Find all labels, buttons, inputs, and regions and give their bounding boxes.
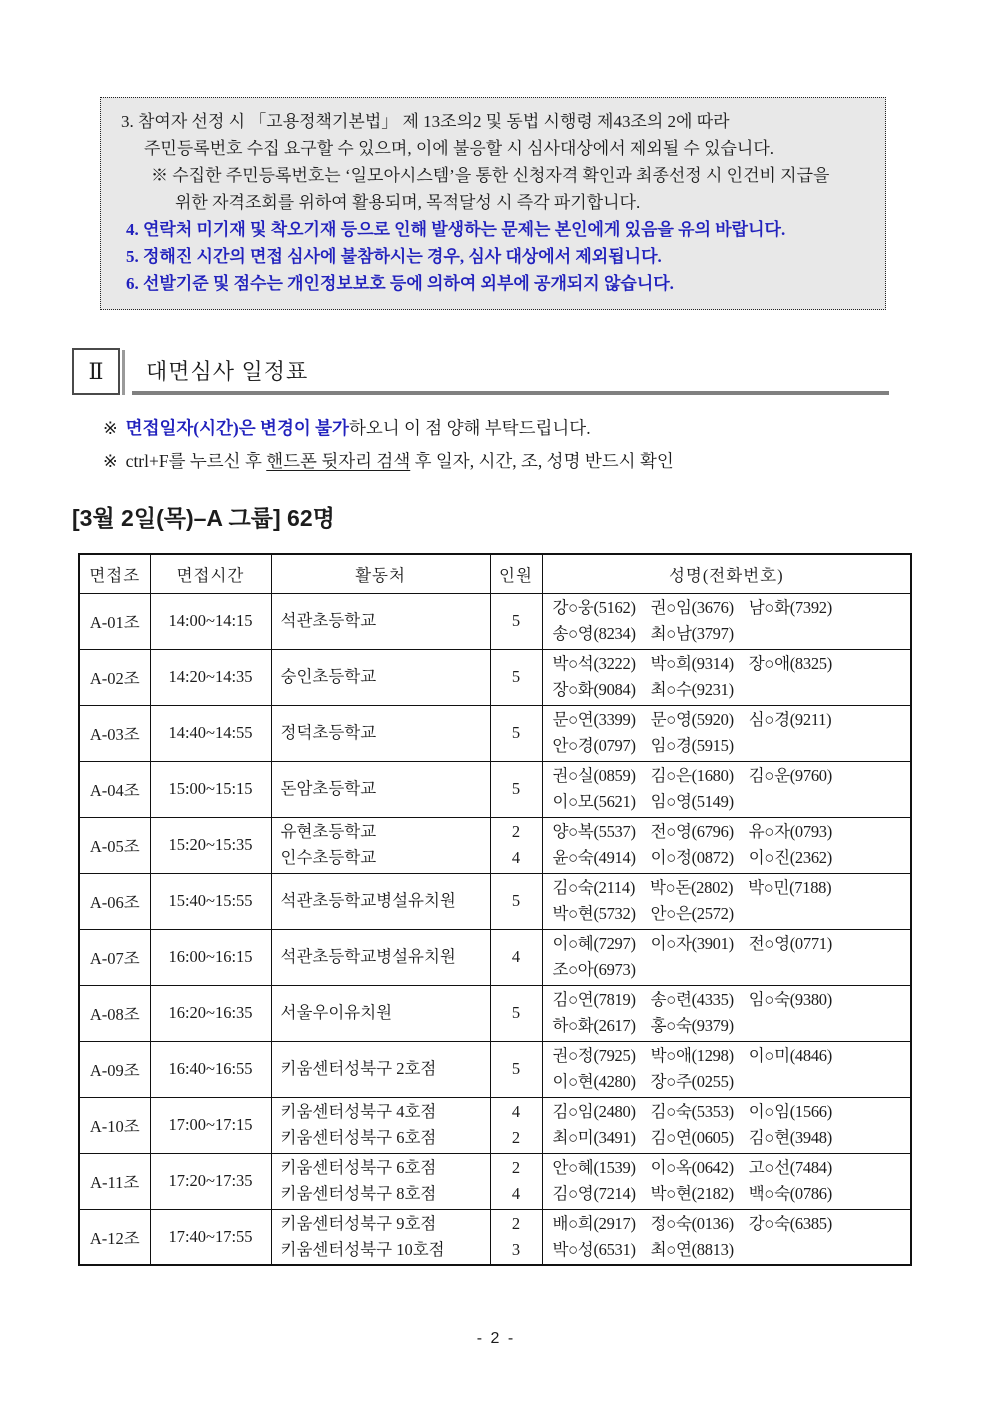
cell-interview-time: 17:40~17:55 xyxy=(150,1209,271,1265)
cell-activity-place xyxy=(271,817,490,873)
name-phone-entry: 전○영(0771) xyxy=(748,934,832,953)
name-phone-entry: 김○은(1680) xyxy=(650,766,734,785)
name-phone-entry: 박○현(5732) xyxy=(552,904,636,923)
count-line: 2 xyxy=(511,822,521,841)
notice-item-3-sub2: 위한 자격조회를 위하여 활용되며, 목적달성 시 즉각 파기합니다. xyxy=(175,193,641,212)
count-line: 4 xyxy=(511,947,521,966)
count-line: 5 xyxy=(511,723,521,742)
name-phone-entry: 남○화(7392) xyxy=(748,598,832,617)
name-phone-entry: 양○복(5537) xyxy=(552,822,636,841)
names-line xyxy=(553,733,911,759)
cell-headcount xyxy=(490,649,542,705)
note2-marker: ※ xyxy=(103,451,118,471)
name-phone-entry: 안○은(2572) xyxy=(650,904,734,923)
cell-interview-time: 14:00~14:15 xyxy=(150,593,271,649)
table-row xyxy=(79,817,911,873)
count-line: 2 xyxy=(511,1158,521,1177)
name-phone-entry: 문○연(3399) xyxy=(552,710,636,729)
cell-headcount xyxy=(490,873,542,929)
note2-post: 후 일자, 시간, 조, 성명 반드시 확인 xyxy=(410,451,674,471)
name-phone-entry: 김○연(7819) xyxy=(552,990,636,1009)
count-line: 5 xyxy=(511,667,521,686)
cell-interview-group: A-05조 xyxy=(79,817,150,873)
cell-activity-place xyxy=(271,1153,490,1209)
section-numeral-box: Ⅱ xyxy=(72,348,120,395)
cell-interview-group: A-04조 xyxy=(79,761,150,817)
interview-schedule-table xyxy=(78,553,912,1266)
names-line xyxy=(553,957,911,983)
names-line xyxy=(553,789,911,815)
cell-names-phones xyxy=(542,593,911,649)
place-line: 석관초등학교병설유치원 xyxy=(280,891,456,910)
name-phone-entry: 이○모(5621) xyxy=(552,792,636,811)
name-phone-entry: 권○정(7925) xyxy=(552,1046,636,1065)
schedule-table-body xyxy=(79,593,911,1265)
name-phone-entry: 홍○숙(9379) xyxy=(650,1016,734,1035)
count-line: 5 xyxy=(511,611,521,630)
names-line xyxy=(553,819,911,845)
cell-interview-time: 15:40~15:55 xyxy=(150,873,271,929)
cell-names-phones xyxy=(542,649,911,705)
column-header-1: 면접시간 xyxy=(150,554,271,593)
cell-interview-time: 16:00~16:15 xyxy=(150,929,271,985)
name-phone-entry: 안○경(0797) xyxy=(552,736,636,755)
cell-names-phones xyxy=(542,761,911,817)
place-line: 키움센터성북구 10호점 xyxy=(280,1239,445,1259)
table-row xyxy=(79,649,911,705)
cell-activity-place xyxy=(271,761,490,817)
note1-emphasis: 면접일자(시간)은 변경이 불가 xyxy=(125,418,349,438)
page-number: - 2 - xyxy=(476,1330,516,1347)
name-phone-entry: 김○운(9760) xyxy=(748,766,832,785)
note1-marker: ※ xyxy=(103,418,118,438)
names-line xyxy=(553,1069,911,1095)
section-header xyxy=(72,348,889,395)
notice-item-3-sub1: ※ 수집한 주민등록번호는 ‘일모아시스템’을 통한 신청자격 확인과 최종선정 시 인건비 지급을 xyxy=(151,166,830,185)
section-underline-rule xyxy=(132,391,889,395)
table-header-row xyxy=(79,554,911,593)
place-line: 키움센터성북구 6호점 xyxy=(280,1158,437,1177)
cell-activity-place xyxy=(271,1209,490,1265)
name-phone-entry: 이○미(4846) xyxy=(748,1046,832,1065)
table-row xyxy=(79,1041,911,1097)
name-phone-entry: 장○주(0255) xyxy=(650,1072,734,1091)
note-ctrl-f-search xyxy=(103,445,674,478)
names-line xyxy=(553,707,911,733)
name-phone-entry: 임○숙(9380) xyxy=(748,990,832,1009)
name-phone-entry: 김○영(7214) xyxy=(552,1184,636,1203)
table-row xyxy=(79,873,911,929)
name-phone-entry: 최○미(3491) xyxy=(552,1128,636,1147)
notice-item-6: 6. 선발기준 및 점수는 개인정보보호 등에 의하여 외부에 공개되지 않습니다. xyxy=(126,274,674,293)
place-line: 인수초등학교 xyxy=(280,848,377,867)
name-phone-entry: 이○옥(0642) xyxy=(650,1158,734,1177)
place-line: 석관초등학교병설유치원 xyxy=(280,947,456,966)
count-line: 5 xyxy=(511,1003,521,1022)
name-phone-entry: 김○연(0605) xyxy=(650,1128,734,1147)
note2-underlined: 핸드폰 뒷자리 검색 xyxy=(266,451,411,471)
notice-item-3-line2: 주민등록번호 수집 요구할 수 있으며, 이에 불응할 시 심사대상에서 제외될 수 있습니다. xyxy=(144,139,775,158)
note2-pre: ctrl+F를 누르신 후 xyxy=(125,451,267,471)
name-phone-entry: 박○민(7188) xyxy=(748,878,832,897)
name-phone-entry: 김○숙(5353) xyxy=(650,1102,734,1121)
cell-interview-time: 17:20~17:35 xyxy=(150,1153,271,1209)
cell-headcount xyxy=(490,929,542,985)
cell-names-phones xyxy=(542,817,911,873)
name-phone-entry: 안○혜(1539) xyxy=(552,1158,636,1177)
cell-names-phones xyxy=(542,1209,911,1265)
name-phone-entry: 정○숙(0136) xyxy=(650,1213,734,1233)
name-phone-entry: 백○숙(0786) xyxy=(748,1184,832,1203)
cell-names-phones xyxy=(542,985,911,1041)
name-phone-entry: 하○화(2617) xyxy=(552,1016,636,1035)
cell-names-phones xyxy=(542,1153,911,1209)
name-phone-entry: 이○진(2362) xyxy=(748,848,832,867)
cell-headcount xyxy=(490,761,542,817)
cell-interview-group: A-06조 xyxy=(79,873,150,929)
count-line: 4 xyxy=(511,1184,521,1203)
name-phone-entry: 강○숙(6385) xyxy=(748,1213,832,1233)
table-row xyxy=(79,761,911,817)
table-row xyxy=(79,1153,911,1209)
note-schedule-fixed xyxy=(103,412,674,445)
place-line: 석관초등학교 xyxy=(280,611,377,630)
cell-interview-time: 16:20~16:35 xyxy=(150,985,271,1041)
name-phone-entry: 박○돈(2802) xyxy=(650,878,734,897)
cell-headcount xyxy=(490,593,542,649)
names-line xyxy=(553,875,911,901)
name-phone-entry: 권○임(3676) xyxy=(650,598,734,617)
cell-interview-time: 16:40~16:55 xyxy=(150,1041,271,1097)
name-phone-entry: 장○애(8325) xyxy=(748,654,832,673)
cell-names-phones xyxy=(542,1041,911,1097)
name-phone-entry: 유○자(0793) xyxy=(748,822,832,841)
cell-interview-time: 15:20~15:35 xyxy=(150,817,271,873)
table-row xyxy=(79,593,911,649)
names-line xyxy=(553,1211,911,1237)
column-header-4: 성명(전화번호) xyxy=(542,554,911,593)
names-line xyxy=(553,595,911,621)
place-line: 키움센터성북구 8호점 xyxy=(280,1184,437,1203)
name-phone-entry: 장○화(9084) xyxy=(552,680,636,699)
cell-activity-place xyxy=(271,929,490,985)
name-phone-entry: 김○숙(2114) xyxy=(552,878,636,897)
notes xyxy=(103,412,674,478)
count-line: 4 xyxy=(511,848,521,867)
cell-interview-group: A-02조 xyxy=(79,649,150,705)
name-phone-entry: 송○련(4335) xyxy=(650,990,734,1009)
cell-interview-time: 14:20~14:35 xyxy=(150,649,271,705)
table-row xyxy=(79,1097,911,1153)
place-line: 유현초등학교 xyxy=(280,822,377,841)
cell-activity-place xyxy=(271,1041,490,1097)
name-phone-entry: 이○정(0872) xyxy=(650,848,734,867)
cell-activity-place xyxy=(271,593,490,649)
cell-interview-group: A-09조 xyxy=(79,1041,150,1097)
names-line xyxy=(553,621,911,647)
note1-rest: 하오니 이 점 양해 부탁드립니다. xyxy=(348,418,591,438)
cell-headcount xyxy=(490,817,542,873)
name-phone-entry: 박○애(1298) xyxy=(650,1046,734,1065)
count-line: 2 xyxy=(511,1213,521,1233)
table-row xyxy=(79,985,911,1041)
notice-box xyxy=(100,97,886,310)
column-header-2: 활동처 xyxy=(271,554,490,593)
name-phone-entry: 임○영(5149) xyxy=(650,792,734,811)
cell-headcount xyxy=(490,1153,542,1209)
cell-interview-group: A-01조 xyxy=(79,593,150,649)
cell-interview-group: A-03조 xyxy=(79,705,150,761)
place-line: 키움센터성북구 4호점 xyxy=(280,1102,437,1121)
name-phone-entry: 이○현(4280) xyxy=(552,1072,636,1091)
cell-interview-group: A-07조 xyxy=(79,929,150,985)
cell-headcount xyxy=(490,705,542,761)
names-line xyxy=(553,763,911,789)
place-line: 돈암초등학교 xyxy=(280,779,377,798)
cell-activity-place xyxy=(271,649,490,705)
place-line: 정덕초등학교 xyxy=(280,723,377,742)
name-phone-entry: 고○선(7484) xyxy=(748,1158,832,1177)
names-line xyxy=(553,1155,911,1181)
place-line: 서울우이유치원 xyxy=(280,1003,393,1022)
name-phone-entry: 이○혜(7297) xyxy=(552,934,636,953)
notice-item-5: 5. 정해진 시간의 면접 심사에 불참하시는 경우, 심사 대상에서 제외됩니다. xyxy=(126,247,662,266)
column-header-0: 면접조 xyxy=(79,554,150,593)
cell-activity-place xyxy=(271,985,490,1041)
count-line: 3 xyxy=(511,1239,521,1259)
cell-interview-time: 17:00~17:15 xyxy=(150,1097,271,1153)
names-line xyxy=(553,1013,911,1039)
place-line: 키움센터성북구 9호점 xyxy=(280,1213,437,1233)
name-phone-entry: 이○자(3901) xyxy=(650,934,734,953)
name-phone-entry: 김○임(2480) xyxy=(552,1102,636,1121)
section-title: 대면심사 일정표 xyxy=(146,359,309,384)
cell-headcount xyxy=(490,1041,542,1097)
name-phone-entry: 송○영(8234) xyxy=(552,624,636,643)
name-phone-entry: 문○영(5920) xyxy=(650,710,734,729)
name-phone-entry: 강○웅(5162) xyxy=(552,598,636,617)
name-phone-entry: 임○경(5915) xyxy=(650,736,734,755)
section-title-block xyxy=(132,348,889,395)
names-line xyxy=(553,677,911,703)
names-line xyxy=(553,1181,911,1207)
group-title: [3월 2일(목)–A 그룹] 62명 xyxy=(72,505,335,531)
cell-activity-place xyxy=(271,873,490,929)
names-line xyxy=(553,1099,911,1125)
name-phone-entry: 심○경(9211) xyxy=(748,710,832,729)
cell-names-phones xyxy=(542,705,911,761)
notice-item-3-line1: 3. 참여자 선정 시 「고용정책기본법」 제 13조의2 및 동법 시행령 제43조의 2에 따라 xyxy=(121,112,730,131)
cell-names-phones xyxy=(542,873,911,929)
cell-activity-place xyxy=(271,1097,490,1153)
place-line: 숭인초등학교 xyxy=(280,667,377,686)
name-phone-entry: 전○영(6796) xyxy=(650,822,734,841)
count-line: 5 xyxy=(511,891,521,910)
cell-names-phones xyxy=(542,1097,911,1153)
cell-interview-group: A-08조 xyxy=(79,985,150,1041)
cell-interview-group: A-11조 xyxy=(79,1153,150,1209)
name-phone-entry: 최○수(9231) xyxy=(650,680,734,699)
cell-names-phones xyxy=(542,929,911,985)
name-phone-entry: 박○석(3222) xyxy=(552,654,636,673)
name-phone-entry: 배○희(2917) xyxy=(552,1213,636,1233)
cell-interview-group: A-12조 xyxy=(79,1209,150,1265)
name-phone-entry: 김○현(3948) xyxy=(748,1128,832,1147)
name-phone-entry: 윤○숙(4914) xyxy=(552,848,636,867)
names-line xyxy=(553,987,911,1013)
cell-activity-place xyxy=(271,705,490,761)
names-line xyxy=(553,1125,911,1151)
name-phone-entry: 박○현(2182) xyxy=(650,1184,734,1203)
count-line: 4 xyxy=(511,1102,521,1121)
cell-headcount xyxy=(490,1209,542,1265)
name-phone-entry: 최○남(3797) xyxy=(650,624,734,643)
cell-headcount xyxy=(490,985,542,1041)
names-line xyxy=(553,651,911,677)
table-row xyxy=(79,929,911,985)
place-line: 키움센터성북구 6호점 xyxy=(280,1128,437,1147)
count-line: 2 xyxy=(511,1128,521,1147)
place-line: 키움센터성북구 2호점 xyxy=(280,1059,437,1078)
cell-interview-time: 15:00~15:15 xyxy=(150,761,271,817)
name-phone-entry: 권○실(0859) xyxy=(552,766,636,785)
count-line: 5 xyxy=(511,1059,521,1078)
name-phone-entry: 조○아(6973) xyxy=(552,960,636,979)
count-line: 5 xyxy=(511,779,521,798)
cell-interview-group: A-10조 xyxy=(79,1097,150,1153)
notice-item-4: 4. 연락처 미기재 및 착오기재 등으로 인해 발생하는 문제는 본인에게 있음을 유의 바랍니다. xyxy=(126,220,786,239)
names-line xyxy=(553,845,911,871)
cell-interview-time: 14:40~14:55 xyxy=(150,705,271,761)
names-line xyxy=(553,901,911,927)
table-row xyxy=(79,1209,911,1265)
name-phone-entry: 이○임(1566) xyxy=(748,1102,832,1121)
names-line xyxy=(553,1043,911,1069)
names-line xyxy=(553,1237,911,1263)
name-phone-entry: 박○희(9314) xyxy=(650,654,734,673)
name-phone-entry: 최○연(8813) xyxy=(650,1239,734,1259)
name-phone-entry: 박○성(6531) xyxy=(552,1239,636,1259)
cell-headcount xyxy=(490,1097,542,1153)
table-row xyxy=(79,705,911,761)
column-header-3: 인원 xyxy=(490,554,542,593)
names-line xyxy=(553,931,911,957)
